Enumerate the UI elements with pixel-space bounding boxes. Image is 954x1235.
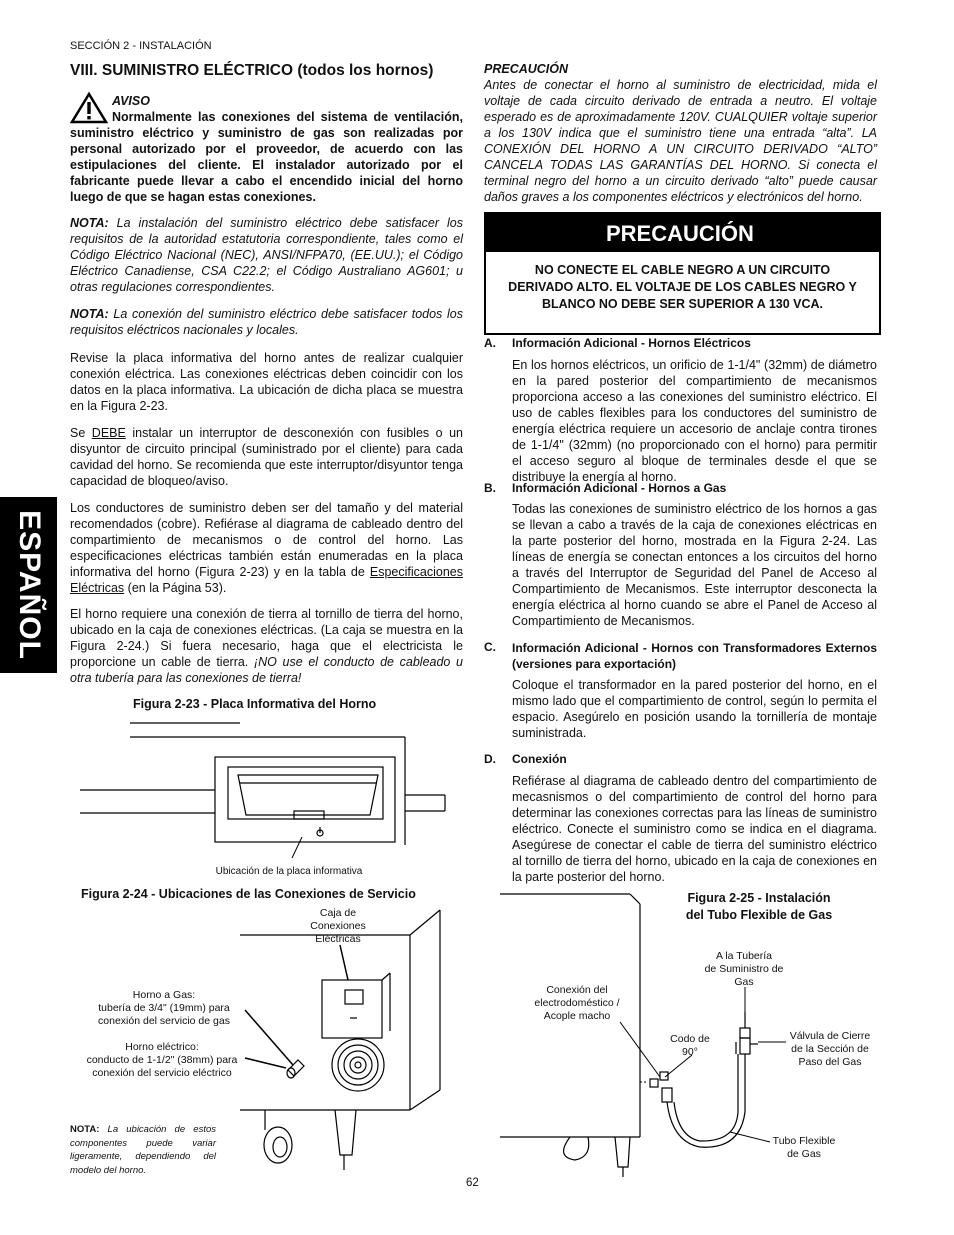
figure-2-25-title: Figura 2-25 - Instalación del Tubo Flexible de Gas xyxy=(685,891,833,922)
nota-1-text: La instalación del suministro eléctrico debe satisfacer los requisitos de la autoridad estatutoria correspondiente, tales como el Código Eléctrico Nacional (NEC), ANSI/NFPA70, (EE.UU.); el Código Eléctrico Canadiense, CSA C22.2; el Código Australiano AG601; u otras regulaciones correspondientes. xyxy=(70,216,463,294)
paragraph-interruptor: Se DEBE instalar un interruptor de desconexión con fusibles o un disyuntor de circuito principal (suministrado por el cliente) para cada cavidad del horno. Se recomienda que este interruptor/disyuntor tenga capacidad de bloqueo/aviso. xyxy=(70,426,463,488)
especificaciones-link[interactable]: Especificaciones Eléctricas xyxy=(70,565,463,595)
fig25-tuberia-label: A la Tubería de Suministro de Gas xyxy=(704,950,784,988)
caution-box-heading: PRECAUCIÓN xyxy=(486,214,879,252)
figure-2-24-drawing xyxy=(240,905,450,1180)
language-side-tab xyxy=(0,497,57,673)
section-header: SECCIÓN 2 - INSTALACIÓN xyxy=(70,40,212,52)
fig24-gas-label: Horno a Gas: tubería de 3/4" (19mm) para conexión del servicio de gas xyxy=(98,989,230,1027)
figure-2-23-caption: Ubicación de la placa informativa xyxy=(215,866,363,877)
fig24-nota: NOTA: La ubicación de estos componentes puede variar ligeramente, dependiendo del modelo del horno. xyxy=(70,1124,216,1176)
section-d-letter: D. xyxy=(484,752,496,766)
nota-2-label: NOTA: xyxy=(70,307,109,321)
section-d-text: Refiérase al diagrama de cableado dentro del compartimiento de mecasnismos o del compartimiento de control del horno para determinar las conexiones correctas para las líneas de suministro eléctrico. Conecte el suministro como se indica en el diagrama. Asegúrese de conectar el cable de tierra del suministro eléctrico al tornillo de tierra del horno, ubicado en la caja de conexiones en la parte posterior del horno. xyxy=(512,774,877,884)
debe-emphasis: DEBE xyxy=(91,426,126,440)
section-c-title: Información Adicional - Hornos con Transformadores Externos (versiones para exportación) xyxy=(512,641,877,671)
section-b-text: Todas las conexiones de suministro eléctrico de los hornos a gas se llevan a cabo a través de la caja de conexiones eléctricas en la parte posterior del horno, mostrada en la Figura 2-24. Las líneas de energía se conectan entonces a los circuitos del horno a través del Interruptor de Seguridad del Panel de Acceso al Compartimiento de Mecanismos. Este interruptor desconecta la energía eléctrica al horno cuando se abre el Panel de Acceso al Compartimiento de Mecanismos. xyxy=(512,502,877,628)
fig25-tubo-label: Tubo Flexible de Gas xyxy=(772,1135,836,1160)
aviso-label: AVISO xyxy=(112,94,150,108)
section-a-text: En los hornos eléctricos, un orificio de 1-1/4" (32mm) de diámetro en la pared posterior del compartimiento de mecanismos proporciona acceso a las conexiones del suministro eléctrico. El uso de cables flexibles para los conductores del suministro de energía eléctrica requiere un accesorio de anclaje contra tirones de 1-1/4" (32mm) (no proporcionado con el horno) para permitir el acceso seguro al bloque de terminales desde el que se distribuye la energía al horno. xyxy=(512,358,877,484)
fig25-codo-label: Codo de 90° xyxy=(670,1033,710,1058)
fig25-valvula-label: Válvula de Cierre de la Sección de Paso del Gas xyxy=(789,1030,871,1068)
section-b-letter: B. xyxy=(484,481,496,495)
precaucion-label: PRECAUCIÓN xyxy=(484,62,569,76)
fig24-elec-label: Horno eléctrico: conducto de 1-1/2" (38mm) para conexión del servicio eléctrico xyxy=(86,1041,238,1079)
section-d-title: Conexión xyxy=(512,752,567,766)
nota-1 xyxy=(70,215,463,295)
section-title: VIII. SUMINISTRO ELÉCTRICO (todos los hornos) xyxy=(70,62,434,79)
caution-box xyxy=(484,212,881,335)
aviso-text: Normalmente las conexiones del sistema de ventilación, suministro eléctrico y suministro de gas son realizadas por personal autorizado por el proveedor, de acuerdo con las estipulaciones del cliente. El instalador autorizado por el fabricante puede llevar a cabo el encendido inicial del horno luego de que se hagan estas conexiones. xyxy=(70,110,463,204)
fig24-caja-label: Caja de Conexiones Eléctricas xyxy=(310,907,366,945)
section-a-title: Información Adicional - Hornos Eléctricos xyxy=(512,336,751,350)
section-c-text: Coloque el transformador en la pared posterior del horno, en el mismo lado que el compartimiento de control, según lo permita el espacio. Asegúrelo en posición usando la tornillería de montaje suministrada. xyxy=(512,678,877,740)
side-tab-label: ESPAÑOL xyxy=(12,510,46,660)
page-number: 62 xyxy=(466,1177,479,1189)
fig25-conexion-label: Conexión del electrodoméstico / Acople macho xyxy=(534,984,620,1022)
caution-box-body: NO CONECTE EL CABLE NEGRO A UN CIRCUITO DERIVADO ALTO. EL VOLTAJE DE LOS CABLES NEGRO Y BLANCO NO DEBE SER SUPERIOR A 130 VCA. xyxy=(508,263,857,311)
section-c-letter: C. xyxy=(484,640,496,654)
figure-2-23-title: Figura 2-23 - Placa Informativa del Horno xyxy=(133,697,377,711)
paragraph-conductores: Los conductores de suministro deben ser del tamaño y del material recomendados (cobre). Refiérase al diagrama de cableado dentro del compartimiento de mecanismos o de control del horno. Las especificaciones eléctricas también están enumeradas en la placa informativa del horno (Figura 2-23) y en la tabla de Especificaciones Eléctricas (en la Página 53). xyxy=(70,501,463,595)
nota-1-label: NOTA: xyxy=(70,216,109,230)
section-a-letter: A. xyxy=(484,336,496,350)
figure-2-23-drawing xyxy=(80,715,460,865)
nota-2-text: La conexión del suministro eléctrico debe satisfacer todos los requisitos eléctricos nacionales y locales. xyxy=(70,307,463,337)
figure-2-24-title: Figura 2-24 - Ubicaciones de las Conexiones de Servicio xyxy=(81,887,416,901)
paragraph-tierra: El horno requiere una conexión de tierra al tornillo de tierra del horno, ubicado en la caja de conexiones eléctricas. (La caja se muestra en la Figura 2-24.) Si fuera necesario, haga que el electricista le proporcione un cable de tierra. ¡NO use el conducto de cableado u otra tubería para las conexiones de tierra! xyxy=(70,607,463,685)
precaucion-text: Antes de conectar el horno al suministro de electricidad, mida el voltaje de cada circuito derivado de entrada a neutro. El voltaje esperado es de aproximadamente 120V. CUALQUIER voltaje superior a los 130V indica que el suministro tiene una entrada “alta”. LA CONEXIÓN DEL HORNO A UN CIRCUITO DERIVADO “ALTO” CANCELA TODAS LAS GARANTÍAS DEL HORNO. Si conecta el terminal negro del horno a un circuito derivado “alto” puede causar daños graves a los componentes eléctricos y electrónicos del horno. xyxy=(484,78,877,204)
nota-2 xyxy=(70,306,463,338)
section-b-title: Información Adicional - Hornos a Gas xyxy=(512,481,727,495)
paragraph-placa: Revise la placa informativa del horno antes de realizar cualquier conexión eléctrica. Las conexiones eléctricas deben coincidir con los datos en la placa informativa. La ubicación de dicha placa se muestra en la Figura 2-23. xyxy=(70,351,463,413)
